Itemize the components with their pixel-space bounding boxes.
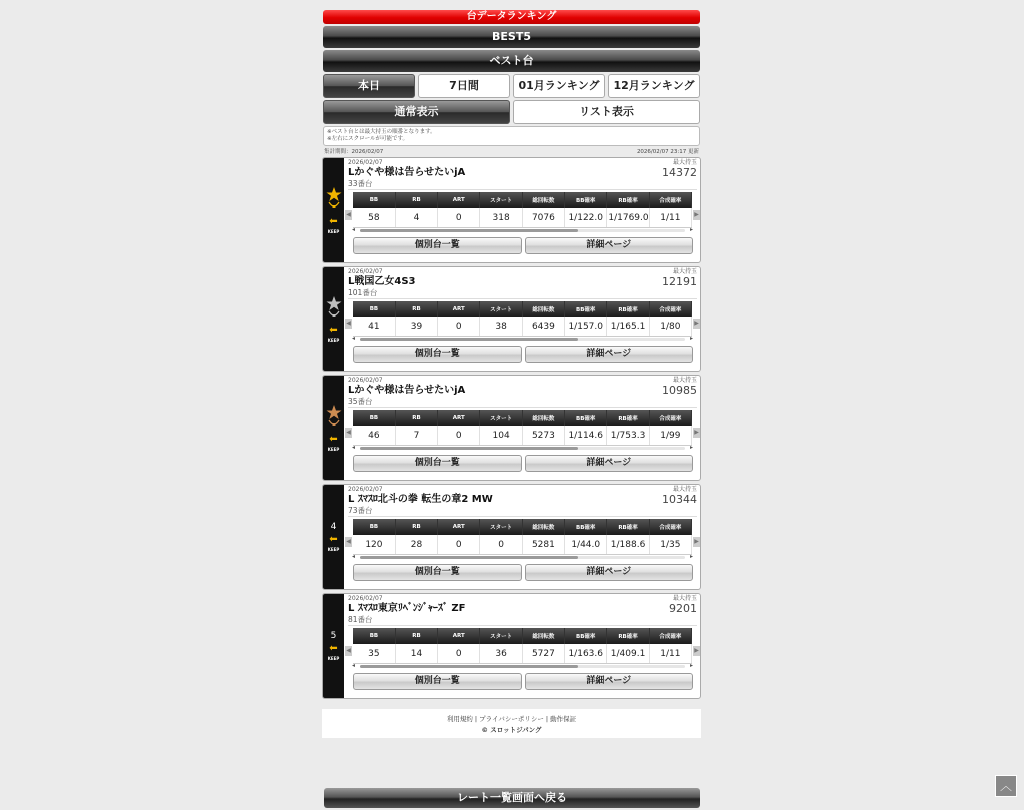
scrollbar-thumb[interactable] <box>360 556 578 559</box>
ranking-container <box>322 10 701 738</box>
table-header-row <box>353 301 692 317</box>
max-label: 最大持玉 <box>672 268 697 275</box>
column-header: BB確率 <box>565 519 607 535</box>
trophy-icon <box>326 295 342 323</box>
table-row <box>353 426 692 446</box>
data-table-wrap[interactable] <box>348 410 697 442</box>
best-machine-header: ベスト台 <box>323 50 700 72</box>
column-header: 総回転数 <box>522 301 564 317</box>
arrow-left-icon: ⬅ <box>329 434 338 445</box>
rank-column <box>323 267 344 371</box>
horizontal-scrollbar[interactable] <box>352 444 693 452</box>
keep-label: KEEP <box>327 656 340 661</box>
max-value: 12191 <box>662 275 697 288</box>
data-table-wrap[interactable] <box>348 192 697 224</box>
table-cell: 6439 <box>522 317 564 337</box>
unit-list-button[interactable]: 個別台一覧 <box>353 346 522 363</box>
card-top-row <box>348 268 697 275</box>
card-top-row <box>348 377 697 384</box>
machine-name[interactable]: L ｽﾏｽﾛ北斗の拳 転生の章2 MW <box>348 494 493 505</box>
keep-label: KEEP <box>327 229 340 234</box>
column-header: BB確率 <box>565 301 607 317</box>
arrow-left-icon: ⬅ <box>329 534 338 545</box>
column-header: RB <box>395 519 437 535</box>
column-header: BB <box>353 628 395 644</box>
column-header: 合成確率 <box>649 410 691 426</box>
column-header: RB <box>395 410 437 426</box>
column-header: ART <box>438 192 480 208</box>
scroll-left-arrow-icon[interactable]: ◂ <box>352 662 356 669</box>
best5-header: BEST5 <box>323 26 700 48</box>
card-date: 2026/02/07 <box>348 377 383 384</box>
card-name-row <box>348 275 697 288</box>
scroll-right-icon[interactable]: ▶ <box>694 211 699 218</box>
scroll-left-icon[interactable]: ◀ <box>346 538 351 545</box>
machine-card <box>322 375 701 481</box>
compat-link[interactable]: 動作保証 <box>550 715 577 723</box>
table-cell: 1/99 <box>649 426 691 446</box>
table-cell: 1/188.6 <box>607 535 649 555</box>
column-header: スタート <box>480 628 522 644</box>
copyright: © スロットジパング <box>481 726 542 734</box>
table-cell: 1/122.0 <box>565 208 607 228</box>
table-cell: 38 <box>480 317 522 337</box>
card-buttons <box>353 346 693 363</box>
machine-name[interactable]: L戦国乙女4S3 <box>348 276 416 287</box>
table-cell: 318 <box>480 208 522 228</box>
max-label: 最大持玉 <box>672 595 697 602</box>
scroll-right-arrow-icon[interactable]: ▸ <box>689 444 693 451</box>
scroll-right-arrow-icon[interactable]: ▸ <box>689 553 693 560</box>
detail-page-button[interactable]: 詳細ページ <box>525 564 694 581</box>
column-header: 合成確率 <box>649 628 691 644</box>
notes-box <box>323 126 700 146</box>
scroll-right-arrow-icon[interactable]: ▸ <box>689 335 693 342</box>
view-toggle <box>323 100 700 124</box>
table-cell: 1/11 <box>649 208 691 228</box>
table-cell: 41 <box>353 317 395 337</box>
column-header: スタート <box>480 192 522 208</box>
max-label: 最大持玉 <box>672 486 697 493</box>
table-cell: 1/157.0 <box>565 317 607 337</box>
table-cell: 7076 <box>522 208 564 228</box>
trophy-icon <box>326 404 342 432</box>
card-top-row <box>348 595 697 602</box>
rank-column <box>323 485 344 589</box>
scrollbar-thumb[interactable] <box>360 338 578 341</box>
unit-list-button[interactable]: 個別台一覧 <box>353 673 522 690</box>
scroll-left-arrow-icon[interactable]: ◂ <box>352 553 356 560</box>
machine-list <box>322 157 701 699</box>
arrow-left-icon: ⬅ <box>329 216 338 227</box>
tab-dec-ranking[interactable]: 12月ランキング <box>608 74 700 98</box>
table-cell: 4 <box>395 208 437 228</box>
column-header: 合成確率 <box>649 519 691 535</box>
column-header: RB確率 <box>607 628 649 644</box>
normal-view-button[interactable]: 通常表示 <box>323 100 510 124</box>
card-date: 2026/02/07 <box>348 486 383 493</box>
table-cell: 1/44.0 <box>565 535 607 555</box>
back-button[interactable]: レート一覧画面へ戻る <box>324 788 700 808</box>
table-cell: 1/114.6 <box>565 426 607 446</box>
table-cell: 0 <box>438 644 480 664</box>
table-cell: 5273 <box>522 426 564 446</box>
scroll-right-arrow-icon[interactable]: ▸ <box>689 662 693 669</box>
table-header-row <box>353 192 692 208</box>
table-cell: 1/80 <box>649 317 691 337</box>
data-table <box>353 192 692 228</box>
scroll-top-button[interactable] <box>995 775 1017 797</box>
table-cell: 1/35 <box>649 535 691 555</box>
table-cell: 35 <box>353 644 395 664</box>
column-header: RB確率 <box>607 519 649 535</box>
card-date: 2026/02/07 <box>348 268 383 275</box>
scrollbar-thumb[interactable] <box>360 447 578 450</box>
column-header: 総回転数 <box>522 192 564 208</box>
table-row <box>353 208 692 228</box>
rank-column <box>323 594 344 698</box>
unit-list-button[interactable]: 個別台一覧 <box>353 237 522 254</box>
column-header: ART <box>438 519 480 535</box>
table-cell: 46 <box>353 426 395 446</box>
column-header: BB確率 <box>565 192 607 208</box>
table-header-row <box>353 628 692 644</box>
keep-label: KEEP <box>327 447 340 452</box>
scroll-right-arrow-icon[interactable]: ▸ <box>689 226 693 233</box>
table-cell: 1/409.1 <box>607 644 649 664</box>
card-top-row <box>348 486 697 493</box>
machine-card <box>322 484 701 590</box>
scroll-left-arrow-icon[interactable]: ◂ <box>352 444 356 451</box>
scroll-right-icon[interactable]: ▶ <box>694 429 699 436</box>
column-header: BB <box>353 519 395 535</box>
detail-page-button[interactable]: 詳細ページ <box>525 673 694 690</box>
detail-page-button[interactable]: 詳細ページ <box>525 455 694 472</box>
card-body <box>344 376 700 480</box>
table-cell: 7 <box>395 426 437 446</box>
table-header-row <box>353 519 692 535</box>
horizontal-scrollbar[interactable] <box>352 553 693 561</box>
unit-number: 35番台 <box>348 397 697 408</box>
card-name-row <box>348 384 697 397</box>
table-row <box>353 535 692 555</box>
table-row <box>353 317 692 337</box>
terms-link[interactable]: 利用規約 <box>446 715 473 723</box>
table-cell: 36 <box>480 644 522 664</box>
data-table-wrap[interactable] <box>348 301 697 333</box>
table-cell: 0 <box>438 426 480 446</box>
card-name-row <box>348 166 697 179</box>
column-header: RB確率 <box>607 192 649 208</box>
footer: 利用規約 | プライバシーポリシー | 動作保証 © スロットジパング <box>322 709 701 738</box>
card-body <box>344 158 700 262</box>
period-tabs <box>323 74 700 98</box>
unit-number: 73番台 <box>348 506 697 517</box>
data-table <box>353 410 692 446</box>
arrow-left-icon: ⬅ <box>329 643 338 654</box>
max-value: 10344 <box>662 493 697 506</box>
keep-label: KEEP <box>327 338 340 343</box>
horizontal-scrollbar[interactable] <box>352 335 693 343</box>
card-name-row <box>348 602 697 615</box>
card-buttons <box>353 237 693 254</box>
unit-list-button[interactable]: 個別台一覧 <box>353 455 522 472</box>
keep-label: KEEP <box>327 547 340 552</box>
scrollbar-thumb[interactable] <box>360 229 578 232</box>
unit-number: 101番台 <box>348 288 697 299</box>
arrow-left-icon: ⬅ <box>329 325 338 336</box>
tab-7days[interactable]: 7日間 <box>418 74 510 98</box>
machine-card <box>322 266 701 372</box>
scroll-left-icon[interactable]: ◀ <box>346 429 351 436</box>
max-label: 最大持玉 <box>672 377 697 384</box>
max-label: 最大持玉 <box>672 159 697 166</box>
scroll-left-arrow-icon[interactable]: ◂ <box>352 335 356 342</box>
chevron-up-icon: ︿ <box>999 779 1012 793</box>
unit-number: 81番台 <box>348 615 697 626</box>
table-cell: 0 <box>438 208 480 228</box>
table-cell: 39 <box>395 317 437 337</box>
note-line: ※ベスト台とは最大持玉の順番となります。 <box>327 129 436 135</box>
data-table-wrap[interactable] <box>348 519 697 551</box>
card-name-row <box>348 493 697 506</box>
table-cell: 28 <box>395 535 437 555</box>
data-table <box>353 301 692 337</box>
card-body <box>344 267 700 371</box>
column-header: 合成確率 <box>649 301 691 317</box>
max-value: 9201 <box>669 602 697 615</box>
tab-jan-ranking[interactable]: 01月ランキング <box>513 74 605 98</box>
rank-number: 5 <box>330 631 337 641</box>
table-cell: 5281 <box>522 535 564 555</box>
tab-today[interactable]: 本日 <box>323 74 415 98</box>
column-header: BB確率 <box>565 628 607 644</box>
column-header: RB <box>395 192 437 208</box>
table-cell: 0 <box>480 535 522 555</box>
table-cell: 1/165.1 <box>607 317 649 337</box>
detail-page-button[interactable]: 詳細ページ <box>525 237 694 254</box>
rank-number: 4 <box>330 522 337 532</box>
rank-column <box>323 376 344 480</box>
table-cell: 14 <box>395 644 437 664</box>
scroll-left-icon[interactable]: ◀ <box>346 647 351 654</box>
card-date: 2026/02/07 <box>348 595 383 602</box>
column-header: 総回転数 <box>522 628 564 644</box>
trophy-icon <box>326 186 342 214</box>
rank-column <box>323 158 344 262</box>
data-table <box>353 628 692 664</box>
privacy-link[interactable]: プライバシーポリシー <box>479 715 544 723</box>
column-header: 総回転数 <box>522 410 564 426</box>
scroll-left-icon[interactable]: ◀ <box>346 211 351 218</box>
machine-card <box>322 593 701 699</box>
column-header: RB <box>395 628 437 644</box>
machine-card <box>322 157 701 263</box>
page-title: 台データランキング <box>323 10 700 24</box>
detail-page-button[interactable]: 詳細ページ <box>525 346 694 363</box>
scroll-left-arrow-icon[interactable]: ◂ <box>352 226 356 233</box>
table-cell: 0 <box>438 535 480 555</box>
list-view-button[interactable]: リスト表示 <box>513 100 700 124</box>
scroll-right-icon[interactable]: ▶ <box>694 647 699 654</box>
scrollbar-thumb[interactable] <box>360 665 578 668</box>
machine-name[interactable]: L ｽﾏｽﾛ東京ﾘﾍﾞﾝｼﾞｬｰｽﾞ ZF <box>348 603 466 614</box>
updated-time: 2026/02/07 23:17 更新 <box>636 149 699 155</box>
column-header: スタート <box>480 410 522 426</box>
card-buttons <box>353 673 693 690</box>
column-header: ART <box>438 628 480 644</box>
column-header: 総回転数 <box>522 519 564 535</box>
table-header-row <box>353 410 692 426</box>
table-cell: 120 <box>353 535 395 555</box>
column-header: RB確率 <box>607 410 649 426</box>
column-header: ART <box>438 410 480 426</box>
table-cell: 1/1769.0 <box>607 208 649 228</box>
unit-list-button[interactable]: 個別台一覧 <box>353 564 522 581</box>
table-cell: 5727 <box>522 644 564 664</box>
horizontal-scrollbar[interactable] <box>352 662 693 670</box>
max-value: 10985 <box>662 384 697 397</box>
column-header: BB <box>353 192 395 208</box>
table-cell: 1/11 <box>649 644 691 664</box>
column-header: ART <box>438 301 480 317</box>
data-table <box>353 519 692 555</box>
column-header: スタート <box>480 519 522 535</box>
column-header: BB確率 <box>565 410 607 426</box>
table-cell: 104 <box>480 426 522 446</box>
column-header: RB <box>395 301 437 317</box>
table-cell: 58 <box>353 208 395 228</box>
data-table-wrap[interactable] <box>348 628 697 660</box>
card-body <box>344 485 700 589</box>
card-buttons <box>353 564 693 581</box>
machine-name[interactable]: Lかぐや様は告らせたいjA <box>348 167 466 178</box>
max-value: 14372 <box>662 166 697 179</box>
card-top-row <box>348 159 697 166</box>
machine-name[interactable]: Lかぐや様は告らせたいjA <box>348 385 466 396</box>
card-date: 2026/02/07 <box>348 159 383 166</box>
table-cell: 1/163.6 <box>565 644 607 664</box>
card-buttons <box>353 455 693 472</box>
column-header: BB <box>353 301 395 317</box>
table-cell: 1/753.3 <box>607 426 649 446</box>
horizontal-scrollbar[interactable] <box>352 226 693 234</box>
unit-number: 33番台 <box>348 179 697 190</box>
scroll-left-icon[interactable]: ◀ <box>346 320 351 327</box>
table-row <box>353 644 692 664</box>
column-header: スタート <box>480 301 522 317</box>
table-cell: 0 <box>438 317 480 337</box>
column-header: RB確率 <box>607 301 649 317</box>
column-header: BB <box>353 410 395 426</box>
scroll-right-icon[interactable]: ▶ <box>694 320 699 327</box>
scroll-right-icon[interactable]: ▶ <box>694 538 699 545</box>
column-header: 合成確率 <box>649 192 691 208</box>
card-body <box>344 594 700 698</box>
note-line: ※左右にスクロールが可能です。 <box>327 136 409 142</box>
meta-row <box>322 148 701 157</box>
aggregation-period: 集計期間：2026/02/07 <box>324 149 384 155</box>
